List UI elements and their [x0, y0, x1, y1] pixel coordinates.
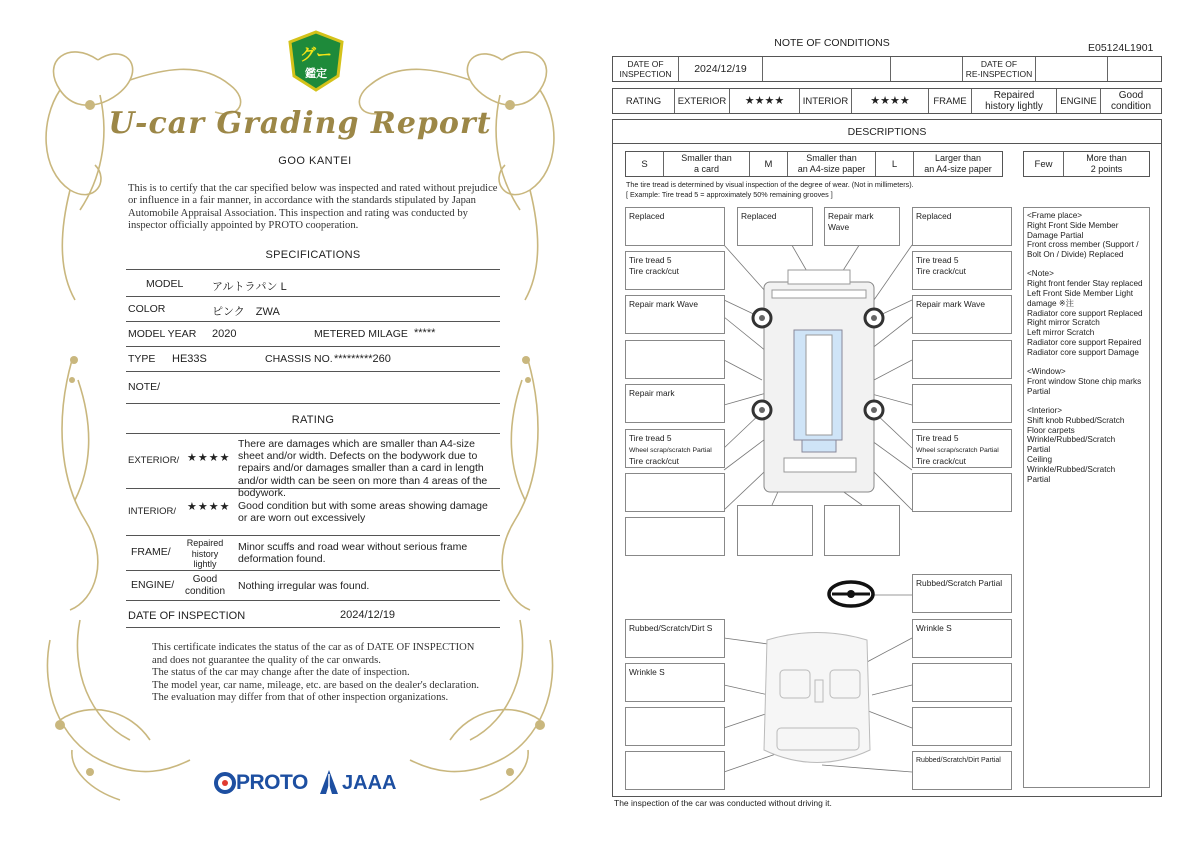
- frame-description: Minor scuffs and road wear without serious frame deformation found.: [238, 541, 468, 566]
- tire-tread-note: The tire tread is determined by visual inspection of the degree of wear. (Not in millimeters). [ Example: Tire tread 5 = approximately 50% remaining grooves ]: [626, 180, 914, 199]
- few-legend: [1023, 151, 1150, 177]
- legend-few-desc: More than 2 points: [1086, 153, 1127, 174]
- divider: [126, 371, 500, 372]
- interior-label: INTERIOR: [800, 89, 852, 113]
- window-notes: <Window> Front window Stone chip marks Partial: [1027, 367, 1142, 396]
- divider: [126, 346, 500, 347]
- interior-stars: ★★★★: [852, 89, 929, 113]
- exterior-stars: ★★★★: [187, 452, 231, 464]
- exterior-label: EXTERIOR/: [128, 455, 180, 466]
- legend-s: S: [626, 152, 664, 176]
- inspection-dates-row: [612, 56, 1162, 82]
- desc-left-fender-box: Repair mark Wave: [625, 295, 725, 334]
- desc-interior-1-right-box: Wrinkle S: [912, 619, 1012, 658]
- date-of-inspection-value: 2024/12/19: [340, 609, 396, 621]
- disclaimer: This certificate indicates the status of the car as of DATE OF INSPECTION and does not guarantee the quality of the car onwards. The status of the car may change after the date of inspection. The model year, car name, mileage, etc. are based on the dealer's declaration. The evaluation may differ from that of other inspection organizations.: [152, 642, 480, 703]
- desc-left-door-front-box: [625, 340, 725, 379]
- empty-cell: [1108, 57, 1161, 81]
- proto-logo-icon: [214, 771, 236, 795]
- desc-rear-center-right-box: [824, 505, 900, 556]
- divider: [126, 296, 500, 297]
- desc-front-left-box: Replaced: [625, 207, 725, 246]
- report-title: U-car Grading Report: [108, 106, 492, 141]
- desc-left-door-rear-box: Repair mark: [625, 384, 725, 423]
- certify-statement: This is to certify that the car specified below was inspected and rated without prejudice or influence in a fair manner, in accordance with the standards stipulated by Japan Automobile Appraisal Association. This inspection and rating was conducted by inspector officially appointed by PROTO cooperation.: [128, 183, 498, 232]
- model-value: アルトラパン L: [212, 281, 287, 293]
- rating-row: [612, 88, 1162, 114]
- desc-right-door-front-box: [912, 340, 1012, 379]
- desc-right-fender-box: Repair mark Wave: [912, 295, 1012, 334]
- date-of-reinspection-label: DATE OF RE-INSPECTION: [963, 57, 1036, 81]
- engine-label: ENGINE: [1057, 89, 1101, 113]
- date-of-inspection-value: 2024/12/19: [679, 57, 763, 81]
- desc-interior-1-left-box: Rubbed/Scratch/Dirt S: [625, 619, 725, 658]
- general-notes: <Note> Right front fender Stay replaced Left Front Side Member Light damage ※注 Radiator core support Replaced Right mirror Scratch Left mirror Scratch Radiator core support Repaired Radiator core support Damage: [1027, 269, 1143, 357]
- color-value: ピンク ZWA: [212, 306, 280, 318]
- divider: [126, 627, 500, 628]
- mileage-label: METERED MILAGE: [314, 328, 408, 340]
- desc-left-quarter-box: [625, 473, 725, 512]
- divider: [126, 433, 500, 434]
- divider: [126, 600, 500, 601]
- date-of-inspection-label: DATE OF INSPECTION: [613, 57, 679, 81]
- jaaa-logo-icon: [319, 769, 339, 795]
- exterior-label: EXTERIOR: [675, 89, 730, 113]
- engine-label: ENGINE/: [131, 579, 175, 591]
- desc-front-right-box: Replaced: [912, 207, 1012, 246]
- empty-cell: [763, 57, 891, 81]
- legend-l-desc: Larger than an A4-size paper: [924, 153, 992, 174]
- mileage-value: *****: [414, 327, 436, 339]
- desc-interior-2-left-box: Wrinkle S: [625, 663, 725, 702]
- desc-front-center-left-box: Replaced: [737, 207, 813, 246]
- desc-rear-center-left-box: [737, 505, 813, 556]
- exterior-description: There are damages which are smaller than A4-size sheet and/or width. Defects on the bodywork due to repairs and/or damages smaller than a card in length and/or width can be seen on more than 4 areas of the bodywork.: [238, 438, 488, 499]
- divider: [126, 321, 500, 322]
- rating-label: RATING: [613, 89, 675, 113]
- desc-steering-box: Rubbed/Scratch Partial: [912, 574, 1012, 613]
- type-label: TYPE: [128, 353, 156, 365]
- frame-value: Repaired history lightly: [972, 89, 1057, 113]
- legend-s-desc: Smaller than a card: [664, 152, 750, 176]
- divider: [126, 570, 500, 571]
- specifications-heading: SPECIFICATIONS: [265, 249, 361, 261]
- desc-right-quarter-box: [912, 473, 1012, 512]
- divider: [126, 488, 500, 489]
- report-subtitle: GOO KANTEI: [278, 155, 352, 167]
- document-code: E05124L1901: [1088, 42, 1154, 54]
- inspection-footer-note: The inspection of the car was conducted without driving it.: [614, 798, 832, 808]
- proto-logo-text: PROTO: [236, 771, 308, 794]
- date-of-inspection-label: DATE OF INSPECTION: [128, 610, 246, 622]
- desc-interior-4-left-box: [625, 751, 725, 790]
- divider: [612, 143, 1162, 144]
- engine-value: Good condition: [184, 574, 226, 597]
- divider: [126, 403, 500, 404]
- desc-front-center-right-box: Repair mark Wave: [824, 207, 900, 246]
- type-value: HE33S: [172, 353, 207, 365]
- color-label: COLOR: [128, 303, 166, 315]
- model-label: MODEL: [146, 278, 184, 290]
- frame-place-notes: <Frame place> Right Front Side Member Damage Partial Front cross member (Support / Bolt On / Divide) Replaced: [1027, 211, 1139, 260]
- descriptions-heading: DESCRIPTIONS: [847, 126, 927, 138]
- desc-interior-3-left-box: [625, 707, 725, 746]
- frame-label: FRAME/: [131, 546, 171, 558]
- desc-interior-2-right-box: [912, 663, 1012, 702]
- interior-label: INTERIOR/: [128, 506, 177, 517]
- model-year-label: MODEL YEAR: [128, 328, 197, 340]
- interior-description: Good condition but with some areas showing damage or are worn out excessively: [238, 500, 488, 525]
- chassis-value: *********260: [334, 353, 391, 365]
- desc-interior-4-right-box: Rubbed/Scratch/Dirt Partial: [912, 751, 1012, 790]
- model-year-value: 2020: [212, 328, 237, 340]
- desc-right-tire-rear-box: Tire tread 5 Wheel scrap/scratch Partial Tire crack/cut: [912, 429, 1012, 468]
- goo-kantei-badge-icon: [288, 30, 344, 92]
- engine-value: Good condition: [1110, 90, 1152, 112]
- desc-right-tire-front-box: Tire tread 5 Tire crack/cut: [912, 251, 1012, 290]
- chassis-label: CHASSIS NO.: [265, 353, 333, 365]
- interior-notes: <Interior> Shift knob Rubbed/Scratch Floor carpets Wrinkle/Rubbed/Scratch Partial Ceiling Wrinkle/Rubbed/Scratch Partial: [1027, 406, 1125, 484]
- desc-interior-3-right-box: [912, 707, 1012, 746]
- interior-stars: ★★★★: [187, 501, 231, 513]
- note-label: NOTE/: [128, 381, 161, 393]
- svg-text:グー: グー: [299, 45, 333, 64]
- note-title: NOTE OF CONDITIONS: [774, 37, 890, 49]
- desc-left-tire-front-box: Tire tread 5 Tire crack/cut: [625, 251, 725, 290]
- desc-left-tire-rear-box: Tire tread 5 Wheel scrap/scratch Partial Tire crack/cut: [625, 429, 725, 468]
- desc-rear-left-box: [625, 517, 725, 556]
- divider: [126, 535, 500, 536]
- frame-label: FRAME: [929, 89, 972, 113]
- frame-and-notes-panel: [1023, 207, 1150, 788]
- legend-m: M: [750, 152, 788, 176]
- legend-l: L: [876, 152, 914, 176]
- rating-heading: RATING: [291, 414, 335, 426]
- engine-description: Nothing irregular was found.: [238, 580, 370, 592]
- desc-right-door-rear-box: [912, 384, 1012, 423]
- size-legend: [625, 151, 1003, 177]
- exterior-stars: ★★★★: [730, 89, 800, 113]
- legend-m-desc: Smaller than an A4-size paper: [788, 152, 876, 176]
- svg-text:鑑定: 鑑定: [305, 67, 327, 80]
- date-of-reinspection-value: [1036, 57, 1108, 81]
- frame-value: Repaired history lightly: [186, 538, 224, 569]
- legend-few: Few: [1024, 152, 1064, 176]
- jaaa-logo-text: JAAA: [342, 772, 397, 794]
- divider: [126, 269, 500, 270]
- partner-logos: [214, 769, 404, 799]
- empty-cell: [891, 57, 963, 81]
